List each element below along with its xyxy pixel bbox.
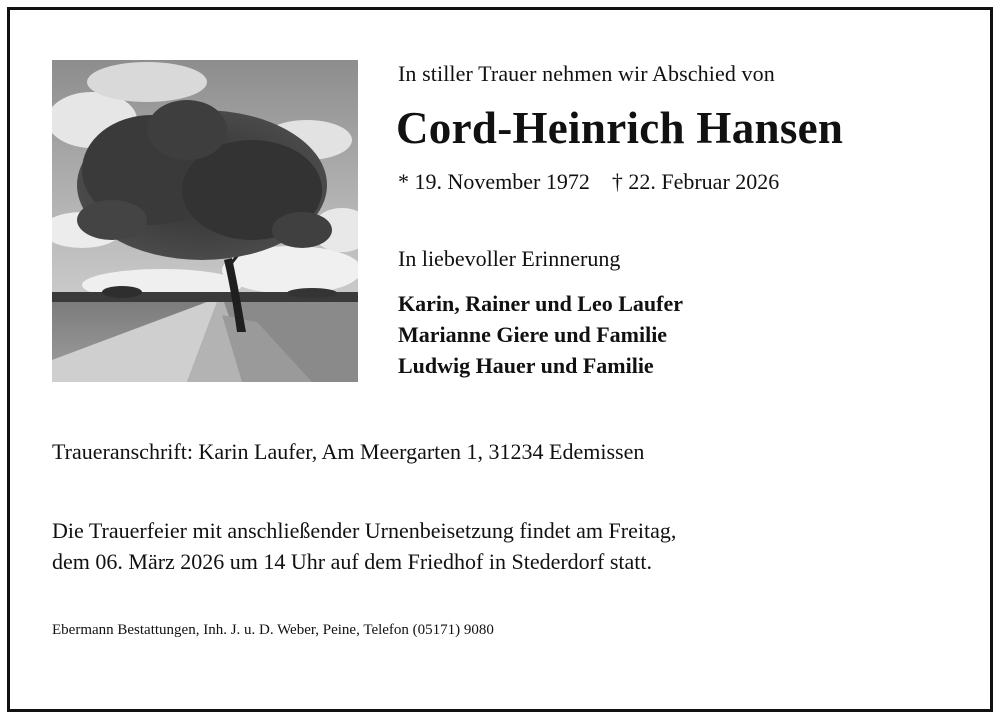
mourners-list xyxy=(398,288,683,381)
ceremony-line: Die Trauerfeier mit anschließender Urnenbeisetzung findet am Freitag, xyxy=(52,518,677,543)
birth-date: * 19. November 1972 xyxy=(398,169,590,194)
life-dates xyxy=(398,169,779,195)
ceremony-details xyxy=(52,515,676,577)
intro-line: In stiller Trauer nehmen wir Abschied von xyxy=(398,61,775,86)
mourning-address: Traueranschrift: Karin Laufer, Am Meergarten 1, 31234 Edemissen xyxy=(52,439,645,464)
mourner-entry: Marianne Giere und Familie xyxy=(398,322,668,347)
ceremony-line: dem 06. März 2026 um 14 Uhr auf dem Friedhof in Stederdorf statt. xyxy=(52,549,652,574)
deceased-name: Cord-Heinrich Hansen xyxy=(396,103,844,153)
obituary-notice xyxy=(7,7,993,712)
mourner-entry: Karin, Rainer und Leo Laufer xyxy=(398,291,684,316)
memory-line: In liebevoller Erinnerung xyxy=(398,246,621,271)
mourner-entry: Ludwig Hauer und Familie xyxy=(398,353,654,378)
undertaker-info: Ebermann Bestattungen, Inh. J. u. D. Weber, Peine, Telefon (05171) 9080 xyxy=(52,622,494,638)
tree-in-field-photo xyxy=(52,60,358,382)
death-date: † 22. Februar 2026 xyxy=(611,169,780,194)
